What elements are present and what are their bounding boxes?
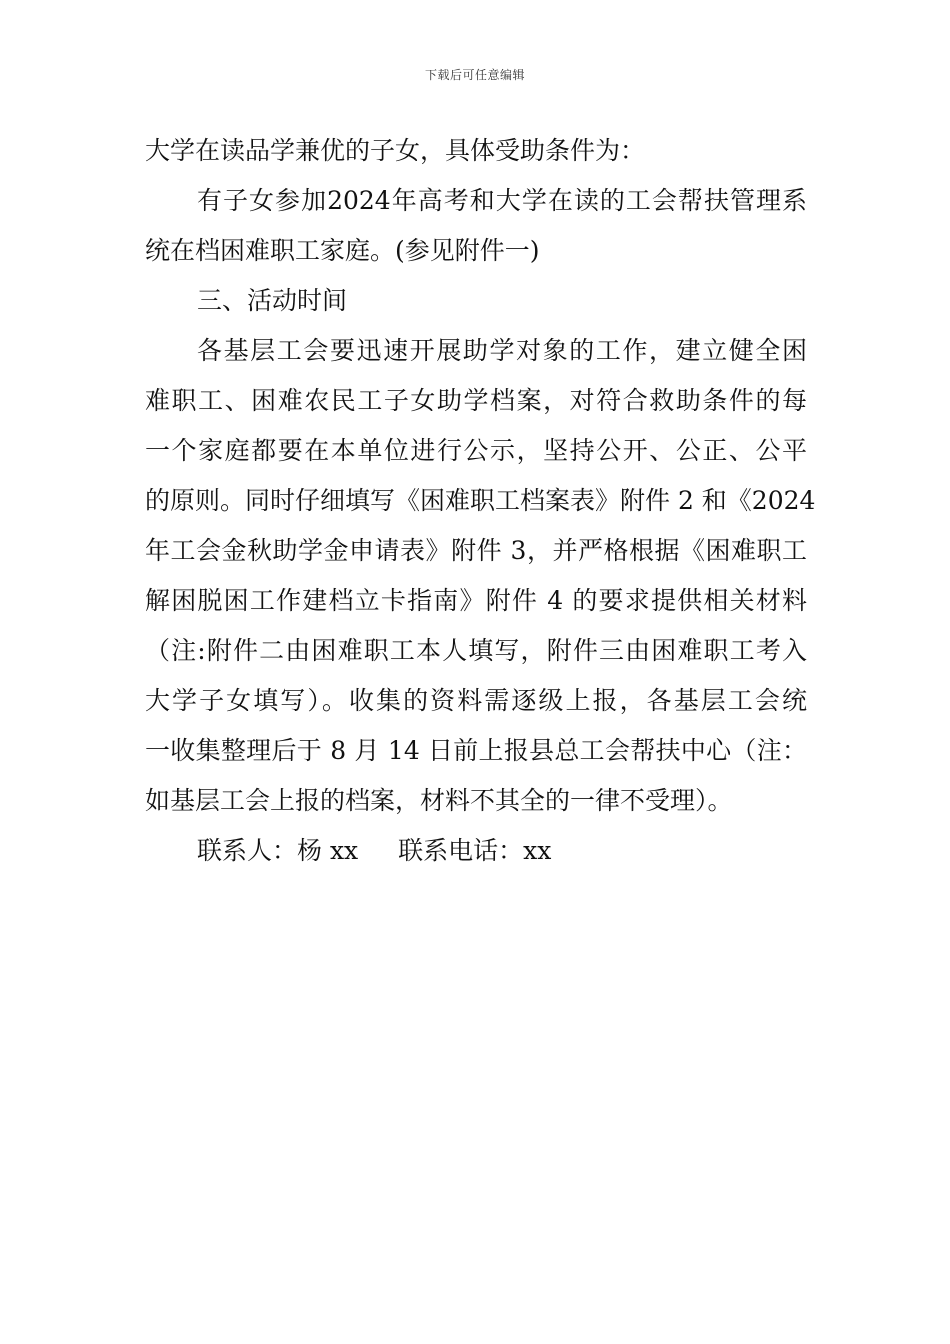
section-heading: 三、活动时间	[197, 286, 348, 315]
paragraph-line: 解困脱困工作建档立卡指南》附件 4 的要求提供相关材料	[145, 586, 807, 615]
paragraph-line: 年工会金秋助学金申请表》附件 3，并严格根据《困难职工	[145, 536, 807, 565]
paragraph-line: 大学在读品学兼优的子女，具体受助条件为：	[145, 136, 646, 165]
contact-line	[145, 826, 807, 876]
paragraph-line: （注:附件二由困难职工本人填写，附件三由困难职工考入	[145, 636, 807, 665]
paragraph-line: 一个家庭都要在本单位进行公示，坚持公开、公正、公平	[145, 436, 807, 465]
contact-person: 联系人：杨 xx	[197, 836, 359, 865]
paragraph-line: 大学子女填写）。收集的资料需逐级上报，各基层工会统	[145, 686, 807, 715]
paragraph-line: 如基层工会上报的档案，材料不其全的一律不受理）。	[145, 786, 733, 815]
paragraph-line: 一收集整理后于 8 月 14 日前上报县总工会帮扶中心（注：	[145, 736, 807, 765]
download-note: 下载后可任意编辑	[424, 68, 525, 82]
document-body	[145, 126, 816, 876]
contact-phone: 联系电话：xx	[398, 836, 552, 865]
paragraph-line: 难职工、困难农民工子女助学档案，对符合救助条件的每	[145, 386, 807, 415]
paragraph-line: 统在档困难职工家庭。(参见附件一)	[145, 236, 540, 265]
paragraph-line: 各基层工会要迅速开展助学对象的工作，建立健全困	[197, 336, 807, 365]
paragraph-line: 的原则。同时仔细填写《困难职工档案表》附件 2 和《2024	[145, 486, 816, 515]
paragraph-line: 有子女参加2024年高考和大学在读的工会帮扶管理系	[197, 186, 807, 215]
